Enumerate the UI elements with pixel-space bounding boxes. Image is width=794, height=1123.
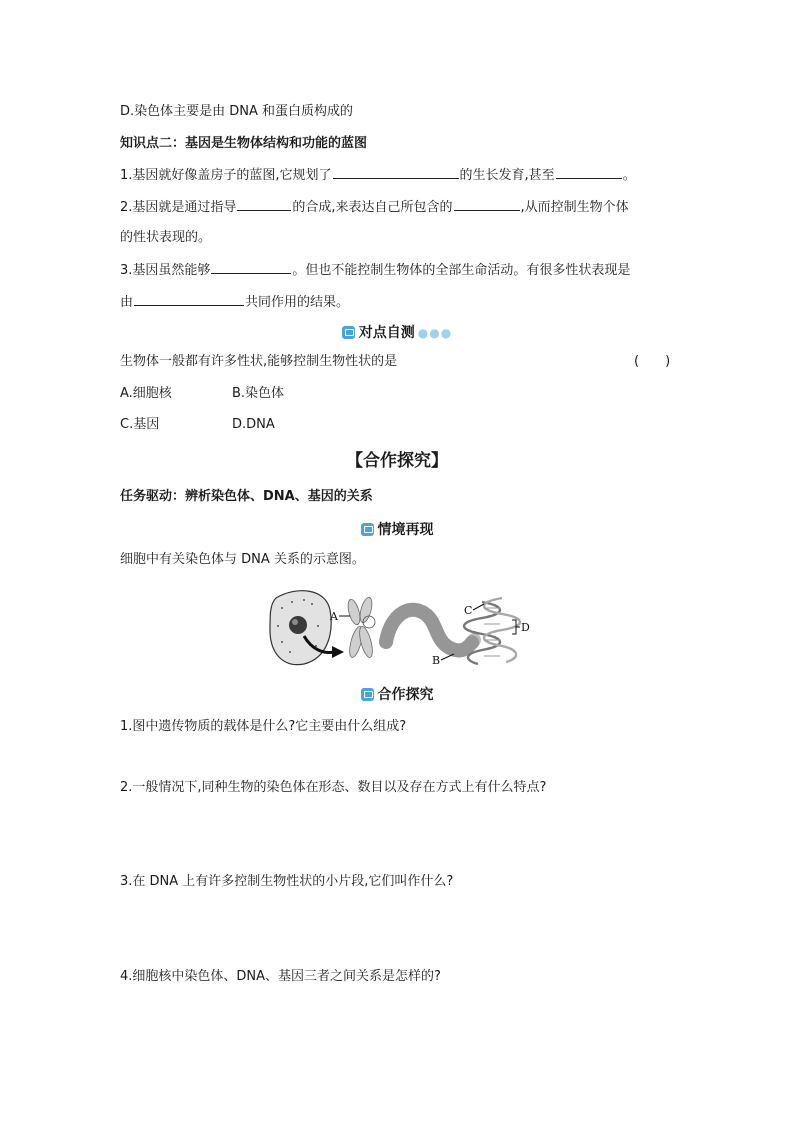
chromosome-dna-figure <box>268 588 558 670</box>
fill-item-2-text-a: 2.基因就是通过指导 <box>120 200 237 215</box>
figure-label-c: C <box>464 604 473 617</box>
cell-illustration <box>270 591 331 665</box>
task-heading: 任务驱动：辨析染色体、DNA、基因的关系 <box>120 489 373 504</box>
answer-paren[interactable]: ( ) <box>634 354 671 369</box>
explore-question-2: 2.一般情况下,同种生物的染色体在形态、数目以及存在方式上有什么特点? <box>120 780 547 795</box>
pencil-icon <box>342 326 355 339</box>
fill-item-3-continued <box>120 291 349 313</box>
fill-item-3c-text-b: 共同作用的结果。 <box>245 295 350 310</box>
option-d[interactable]: D.DNA <box>232 417 275 432</box>
explore-question-3: 3.在 DNA 上有许多控制生物性状的小片段,它们叫作什么? <box>120 874 454 889</box>
explore-question-4: 4.细胞核中染色体、DNA、基因三者之间关系是怎样的? <box>120 969 441 984</box>
chromatin-fiber-illustration <box>386 610 474 651</box>
figure-label-b: B <box>432 654 441 667</box>
blank-2a[interactable] <box>237 196 291 211</box>
fill-item-2-text-b: 的合成,来表达自己所包含的 <box>292 200 453 215</box>
option-b[interactable]: B.染色体 <box>232 386 285 401</box>
self-test-heading <box>0 323 794 343</box>
fill-item-3c-text-a: 由 <box>120 295 134 310</box>
cooperation-title: 【合作探究】 <box>346 451 448 471</box>
knowledge-point-two-heading: 知识点二：基因是生物体结构和功能的蓝图 <box>120 136 368 151</box>
fill-item-3-text-a: 3.基因虽然能够 <box>120 263 211 278</box>
explore-heading-label: 合作探究 <box>377 687 434 703</box>
fill-item-1-text-a: 1.基因就好像盖房子的蓝图,它规划了 <box>120 168 332 183</box>
image-icon <box>361 523 374 536</box>
fill-item-1-text-b: 的生长发育,甚至 <box>459 168 555 183</box>
fill-item-3 <box>120 259 630 281</box>
blank-1b[interactable] <box>556 164 622 179</box>
option-d-text: D.染色体主要是由 DNA 和蛋白质构成的 <box>120 104 354 119</box>
blank-2b[interactable] <box>454 196 520 211</box>
chromosome-illustration <box>346 596 375 659</box>
fill-item-1-text-c: 。 <box>622 168 636 183</box>
figure-label-a: A <box>330 610 338 623</box>
question-text: 生物体一般都有许多性状,能够控制生物性状的是 <box>120 354 398 369</box>
blank-3a[interactable] <box>211 259 291 274</box>
fill-item-2-text-c: ,从而控制生物个体 <box>520 200 629 215</box>
scenario-heading-label: 情境再现 <box>377 522 434 538</box>
fill-item-1 <box>120 164 636 186</box>
scenario-text: 细胞中有关染色体与 DNA 关系的示意图。 <box>120 552 365 567</box>
blank-1a[interactable] <box>333 164 459 179</box>
option-c[interactable]: C.基因 <box>120 417 160 432</box>
figure-label-d: D <box>521 621 530 634</box>
fill-item-3-text-b: 。但也不能控制生物体的全部生命活动。有很多性状表现是 <box>292 263 631 278</box>
explore-question-1: 1.图中遗传物质的载体是什么?它主要由什么组成? <box>120 719 407 734</box>
self-test-heading-label: 对点自测 <box>358 325 415 341</box>
dots-icon: ●●● <box>417 326 453 340</box>
notebook-icon <box>361 688 374 701</box>
option-a[interactable]: A.细胞核 <box>120 386 172 401</box>
blank-3b[interactable] <box>134 291 244 306</box>
fill-item-2 <box>120 196 629 218</box>
scenario-heading <box>0 520 794 540</box>
explore-heading <box>0 685 794 705</box>
fill-item-2-continued: 的性状表现的。 <box>120 230 212 245</box>
